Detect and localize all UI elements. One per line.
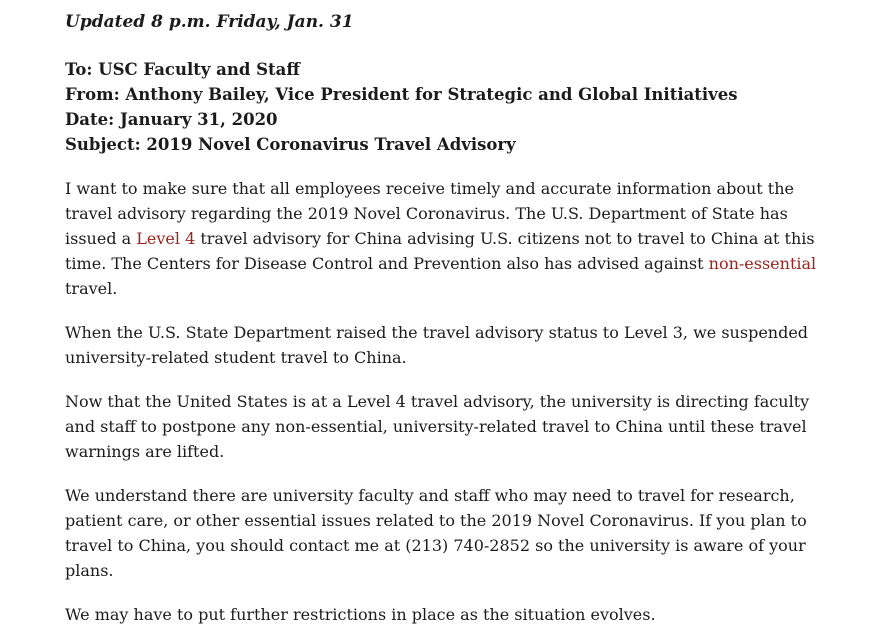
paragraph-text: travel. [65,279,118,298]
updated-timestamp: Updated 8 p.m. Friday, Jan. 31 [65,12,354,32]
memo-paragraph-4 [65,483,825,583]
paragraph-text: We may have to put further restrictions in place as the situation evolves. [65,605,656,624]
memo-paragraph-3 [65,389,825,464]
paragraph-text: travel advisory for China advising U.S. citizens not to travel to China at this time. The Centers for Disease Control and Prevention also has advised against [65,229,815,273]
paragraph-text: Now that the United States is at a Level 4 travel advisory, the university is directing faculty and staff to postpone any non-essential, university-related travel to China until these travel warnings are lifted. [65,392,810,461]
memo-subject-line: Subject: 2019 Novel Coronavirus Travel Advisory [65,135,516,154]
memo-to-line: To: USC Faculty and Staff [65,60,300,79]
paragraph-text: When the U.S. State Department raised the travel advisory status to Level 3, we suspended university-related student travel to China. [65,323,809,367]
memo-header-block [65,57,825,157]
memo-from-line: From: Anthony Bailey, Vice President for Strategic and Global Initiatives [65,85,738,104]
paragraph-text: We understand there are university faculty and staff who may need to travel for research, patient care, or other essential issues related to the 2019 Novel Coronavirus. If you plan to travel to China, you should contact me at (213) 740-2852 so the university is aware of your plans. [65,486,807,580]
non-essential-link[interactable]: non-essential [708,254,817,273]
memo-paragraph-5 [65,602,825,627]
memo-paragraph-2 [65,320,825,370]
memo-date-line: Date: January 31, 2020 [65,110,278,129]
paragraph-text: I want to make sure that all employees receive timely and accurate information about the travel advisory regarding the 2019 Novel Coronavirus. The U.S. Department of State has issued a [65,179,794,248]
level-4-link[interactable]: Level 4 [136,229,196,248]
memo-paragraph-1 [65,176,825,301]
